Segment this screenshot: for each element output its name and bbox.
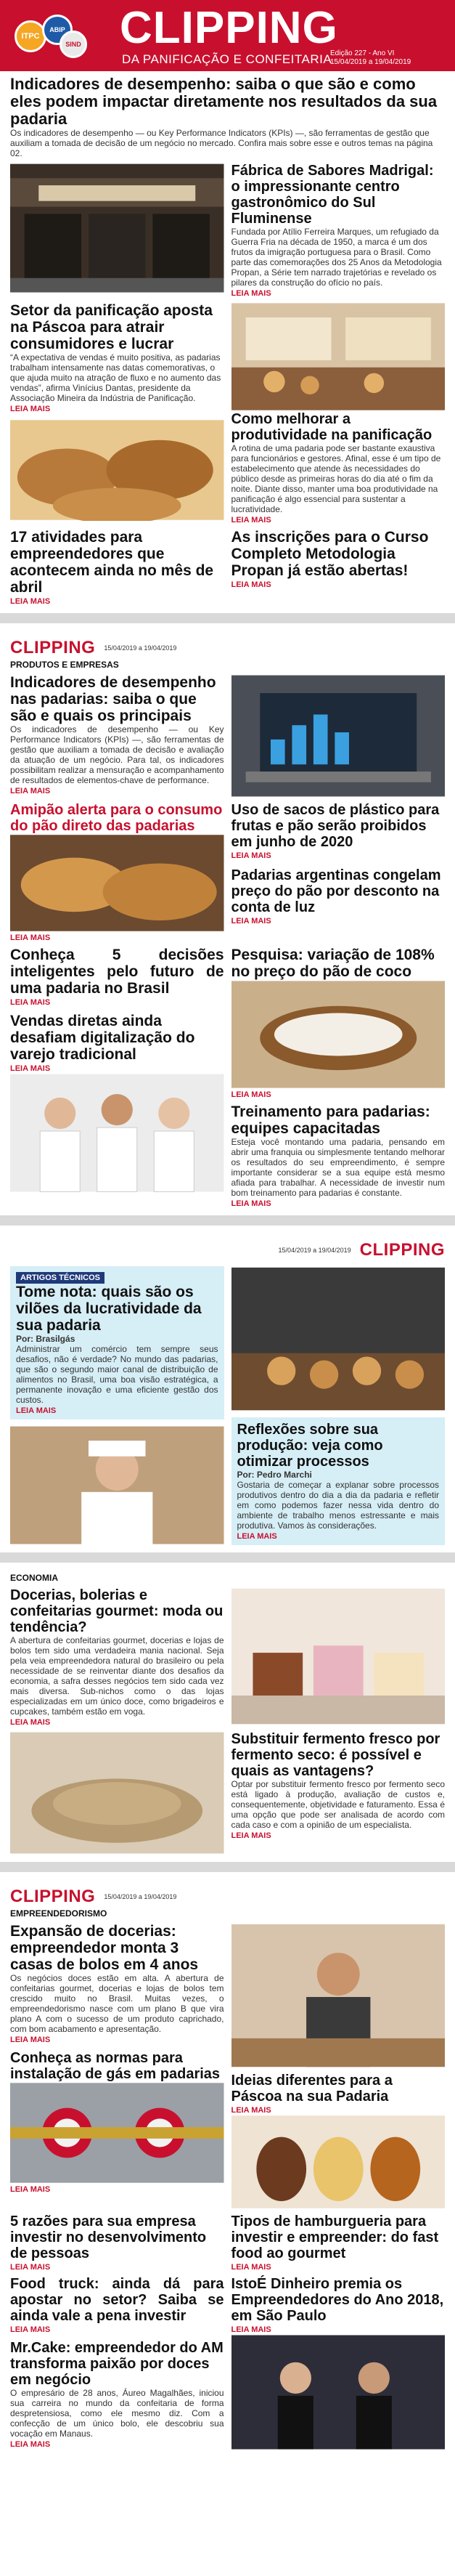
p4-row-2 [0,1727,455,1855]
p5-clipping-label: CLIPPING [10,1887,96,1906]
p5-a1-read-more-link[interactable]: LEIA MAIS [10,2036,51,2044]
p2-a7-read-more-link[interactable]: LEIA MAIS [10,1064,51,1073]
p5-a3-title[interactable]: Ideias diferentes para a Páscoa na sua Padaria [231,2073,393,2105]
p2-date: 15/04/2019 a 19/04/2019 [104,644,177,652]
gas-valves-photo [10,2082,224,2184]
p1-row-2 [0,298,455,524]
p3-col-left [10,1266,224,1545]
p1-a1-text: Fundada por Atílio Ferreira Marques, um refugiado da Guerra Fria na década de 1950, a marca é um dos frutos da imigração portuguesa para o Brasil. Como parte das comemorações dos 25 Anos da Metodologia Propan, a Série tem narrado trajetórias e revelado os pilares da construção do ofício no país. [231,227,442,288]
p2-col-right-2 [231,802,446,942]
p4-col-right [231,1587,446,1727]
p3-a2-title[interactable]: Reflexões sobre sua produção: veja como otimizar processos [237,1422,383,1470]
p2-a4-read-more-link[interactable]: LEIA MAIS [231,917,271,926]
p2-a1-text: Os indicadores de desempenho — ou Key Performance Indicators (KPIs) —, são ferramentas de gestão que auxiliam a tomada de decisão e avaliação da atuação de um negócio. Para tal, os indicadores possibilitam realizar a mensuração e acompanhamento de resultados de elementos-chave de performance. [10,724,224,785]
p2-section-title: PRODUTOS E EMPRESAS [10,660,119,670]
p1-a4-title[interactable]: 17 atividades para empreendedores que acontecem ainda no mês de abril [10,529,214,596]
p5-header [0,1879,455,1908]
bakery-interior-photo [231,302,446,411]
p3-a1-box [10,1266,224,1419]
award-ceremony-photo [231,2334,446,2450]
p5-col-right-2 [231,2214,446,2272]
p5-a3-read-more-link[interactable]: LEIA MAIS [231,2106,271,2115]
p1-col-right-3 [231,529,446,606]
p5-date: 15/04/2019 a 19/04/2019 [104,1893,177,1900]
p5-a2-read-more-link[interactable]: LEIA MAIS [10,2185,51,2194]
p5-row-3 [0,2272,455,2450]
p2-a2-title[interactable]: Amipão alerta para o consumo do pão direto das padarias [10,802,223,834]
p4-row-1 [0,1583,455,1727]
p2-col-left-3 [10,947,224,1208]
p5-col-left-3 [10,2276,224,2450]
p5-col-right [231,1923,446,2209]
page-divider-2 [0,1215,455,1226]
p3-a2-read-more-link[interactable]: LEIA MAIS [237,1532,277,1541]
edition-number: Edição 227 - Ano VI [330,49,395,57]
p3-a2-box [231,1417,446,1545]
p4-col-right-2 [231,1731,446,1855]
p2-row-1 [0,670,455,798]
p2-a3-title[interactable]: Uso de sacos de plástico para frutas e pão serão proibidos em junho de 2020 [231,802,440,850]
page-divider-3 [0,1552,455,1563]
p3-clipping-label: CLIPPING [359,1240,445,1260]
p2-a1-title[interactable]: Indicadores de desempenho nas padarias: saiba o que são e quais os principais [10,674,216,724]
p3-date: 15/04/2019 a 19/04/2019 [278,1247,351,1254]
p4-a1-read-more-link[interactable]: LEIA MAIS [10,1718,51,1727]
p1-a3-read-more-link[interactable]: LEIA MAIS [231,516,271,524]
p1-row-3 [0,524,455,606]
edition-info [330,49,411,67]
p5-a7-title[interactable]: IstoÉ Dinheiro premia os Empreendedores do Ano 2018, em São Paulo [231,2276,444,2324]
p2-a7-title[interactable]: Vendas diretas ainda desafiam digitalização do varejo tradicional [10,1013,195,1063]
p5-a8-title[interactable]: Mr.Cake: empreendedor do AM transforma paixão por doces em negócio [10,2340,224,2388]
p4-col-left-2 [10,1731,224,1855]
p1-col-right [231,163,446,298]
bakery-production-photo [231,1266,446,1411]
p5-a6-read-more-link[interactable]: LEIA MAIS [10,2325,51,2334]
p2-a4-title[interactable]: Padarias argentinas congelam preço do pão por desconto na conta de luz [231,867,441,915]
p1-a2-title[interactable]: Setor da panificação aposta na Páscoa para atrair consumidores e lucrar [10,302,213,352]
p2-a8-title[interactable]: Treinamento para padarias: equipes capacitadas [231,1103,430,1137]
p1-col-right-2 [231,302,446,524]
p5-a5-read-more-link[interactable]: LEIA MAIS [231,2263,271,2272]
p4-a2-read-more-link[interactable]: LEIA MAIS [231,1831,271,1840]
lead-story [0,71,455,158]
p1-a1-read-more-link[interactable]: LEIA MAIS [231,289,271,298]
p5-a1-text: Os negócios doces estão em alta. A abertura de confeitarias gourmet, docerias e lojas de bolos tem crescido muito no Brasil. Muitas vezes, o empreendedorismo nasce com um plano B que vira plano A com o sucesso de um produto caprichado, com bom acabamento e apresentação. [10,1973,224,2034]
edition-dates: 15/04/2019 a 19/04/2019 [330,58,411,66]
p2-col-left-2 [10,802,224,942]
p3-a2-author: Por: Pedro Marchi [237,1470,312,1480]
p2-a8-read-more-link[interactable]: LEIA MAIS [231,1199,271,1208]
lead-text: Os indicadores de desempenho — ou Key Performance Indicators (KPIs) —, são ferramentas de gestão que auxiliam a tomada de decisão de um negócio no mercado. Confira mais sobre esse e outros temas na página 02. [10,128,433,158]
itpc-logo-icon: ITPC [15,20,46,52]
p4-a1-text: A abertura de confeitarias gourmet, docerias e lojas de bolos tem sido uma verdadeira mania nacional. Seja pela veia empreendedora natural do brasileiro ou pela necessidade de se reinventar diante dos desafios da economia, a safra desses negócios tem sido cada vez mais diversa. Sub-nichos como o das lojas especializadas em um único doce, como brigadeiros e cupcakes, também estão em voga. [10,1635,224,1717]
lead-title[interactable]: Indicadores de desempenho: saiba o que são e como eles podem impactar diretamente nos resultados da sua padaria [10,75,438,128]
p4-a1-title[interactable]: Docerias, bolerias e confeitarias gourmet: moda ou tendência? [10,1587,224,1635]
doceria-owner-photo [231,1923,446,2068]
p5-a2-title[interactable]: Conheça as normas para instalação de gás em padarias [10,2050,221,2082]
coconut-bread-photo [231,980,446,1089]
p1-a2-text: “A expectativa de vendas é muito positiva, as padarias trabalham intensamente nas datas comemorativas, o que ajuda muito na atração de fluxo e no aumento das vendas”, afirma Vinícius Dantas, presidente da Associação Mineira da Indústria de Panificação. [10,352,221,403]
p5-a4-title[interactable]: 5 razões para sua empresa investir no desenvolvimento de pessoas [10,2214,207,2261]
cakes-display-photo [231,1587,446,1725]
p5-a1-title[interactable]: Expansão de docerias: empreendedor monta 3 casas de bolos em 4 anos [10,1923,199,1973]
page-divider [0,613,455,623]
easter-eggs-photo [231,2115,446,2209]
p1-col-left [10,163,224,298]
p3-a2-text: Gostaria de começar a explanar sobre processos produtivos dentro do dia a dia da padaria e refletir em como podemos fazer nessa vida dentro do ambiente de trabalho menos estressante e mais produtiva. Vamos às considerações. [237,1480,439,1531]
p2-col-right [231,674,446,798]
laptop-charts-photo [231,674,446,798]
p5-a7-read-more-link[interactable]: LEIA MAIS [231,2325,271,2334]
bakers-team-photo [10,1073,224,1193]
masthead [0,0,455,71]
p4-a2-title[interactable]: Substituir fermento fresco por fermento seco: é possível e quais as vantagens? [231,1731,440,1779]
p2-col-left [10,674,224,798]
partner-logos [15,15,105,58]
p5-a4-read-more-link[interactable]: LEIA MAIS [10,2263,51,2272]
p3-row-1 [0,1262,455,1545]
bread-loaves-photo [10,419,224,521]
p5-a8-text: O empresário de 28 anos, Áureo Magalhães, iniciou sua carreira no mundo da confeitaria de forma despretensiosa, como ele mesmo diz. Com a confecção de um único bolo, ele descobriu sua vocação em Manaus. [10,2388,224,2439]
p1-a3-text: A rotina de uma padaria pode ser bastante exaustiva para funcionários e gestores. Afinal, esse é um tipo de estabelecimento que atende às necessidades do público desde as primeiras horas do dia até o fim da noite. Diante disso, manter uma boa produtividade na panificação é algo essencial para sustentar a lucratividade. [231,443,441,514]
p4-col-left [10,1587,224,1727]
p3-section-title: ARTIGOS TÉCNICOS [16,1272,104,1284]
p5-row-2 [0,2209,455,2272]
p2-clipping-label: CLIPPING [10,638,96,657]
p4-section-title: ECONOMIA [10,1573,58,1583]
p2-a6-title[interactable]: Pesquisa: variação de 108% no preço do pão de coco [231,947,435,980]
p5-col-left-2 [10,2214,224,2272]
p2-a5-title[interactable]: Conheça 5 decisões inteligentes pelo futuro de uma padaria no Brasil [10,947,224,997]
p3-header [0,1233,455,1262]
p5-section-title: EMPREENDEDORISMO [10,1908,107,1919]
p2-col-right-3 [231,947,446,1208]
p1-a4-read-more-link[interactable]: LEIA MAIS [10,597,51,606]
p2-a1-read-more-link[interactable]: LEIA MAIS [10,787,51,795]
p2-a6-read-more-link[interactable]: LEIA MAIS [231,1090,271,1099]
sindicato-logo-icon: SIND [60,31,87,58]
p3-col-right [231,1266,446,1545]
baker-portrait-photo [10,1425,224,1545]
p5-col-left [10,1923,224,2209]
abip-logo-icon: ABIP [42,15,73,45]
p1-a3-title[interactable]: Como melhorar a produtividade na panificação [231,411,433,443]
p5-a6-title[interactable]: Food truck: ainda dá para apostar no setor? Saiba se ainda vale a pena investir [10,2276,224,2324]
breads-basket-photo [10,834,224,932]
p2-a5-read-more-link[interactable]: LEIA MAIS [10,998,51,1007]
p1-col-left-3 [10,529,224,606]
p4-a2-text: Optar por substituir fermento fresco por fermento seco está ligado à produção, avaliação de custos e, consequentemente, objetividade e faturamento. Essa é uma opção que pode ser analisada de acordo com cada caso e com a opinião de um especialista. [231,1779,445,1830]
p5-col-right-3 [231,2276,446,2450]
p2-row-2 [0,798,455,942]
p3-a1-author: Por: Brasilgás [16,1334,75,1344]
p3-a1-title[interactable]: Tome nota: quais são os vilões da lucratividade da sua padaria [16,1284,202,1334]
page-divider-4 [0,1862,455,1872]
masthead-title: CLIPPING [120,3,338,53]
p5-row-1 [0,1919,455,2209]
p2-a3-read-more-link[interactable]: LEIA MAIS [231,851,271,860]
p1-a2-read-more-link[interactable]: LEIA MAIS [10,405,51,413]
p2-header [0,631,455,660]
p2-a2-read-more-link[interactable]: LEIA MAIS [10,933,51,942]
p5-a8-read-more-link[interactable]: LEIA MAIS [10,2440,51,2449]
p3-a1-text: Administrar um comércio tem sempre seus desafios, não é verdade? No mundo das padarias, que são o segundo maior canal de distribuição de alimentos no Brasil, uma boa visão estratégica, a permanente inovação e uma eficiente gestão dos custos. [16,1344,218,1405]
p1-a1-title[interactable]: Fábrica de Sabores Madrigal: o impressionante centro gastronômico do Sul Fluminense [231,163,434,227]
bakery-storefront-photo [10,163,224,293]
p1-a5-title[interactable]: As inscrições para o Curso Completo Metodologia Propan já estão abertas! [231,529,429,579]
p2-row-3 [0,942,455,1208]
p1-a5-read-more-link[interactable]: LEIA MAIS [231,580,271,589]
p1-col-left-2 [10,302,224,524]
p3-a1-read-more-link[interactable]: LEIA MAIS [16,1406,57,1415]
dry-yeast-photo [10,1731,224,1855]
masthead-subtitle: DA PANIFICAÇÃO E CONFEITARIA [122,52,332,66]
p1-row-1 [0,158,455,298]
p5-a5-title[interactable]: Tipos de hamburgueria para investir e empreender: do fast food ao gourmet [231,2214,439,2261]
p2-a8-text: Esteja você montando uma padaria, pensando em abrir uma franquia ou simplesmente tentando melhorar os resultados do seu empreendimento, é sempre importante considerar se a sua equipe está mesmo afiada para trabalhar. A necessidade de investir num bom treinamento para padarias é constante. [231,1137,445,1198]
